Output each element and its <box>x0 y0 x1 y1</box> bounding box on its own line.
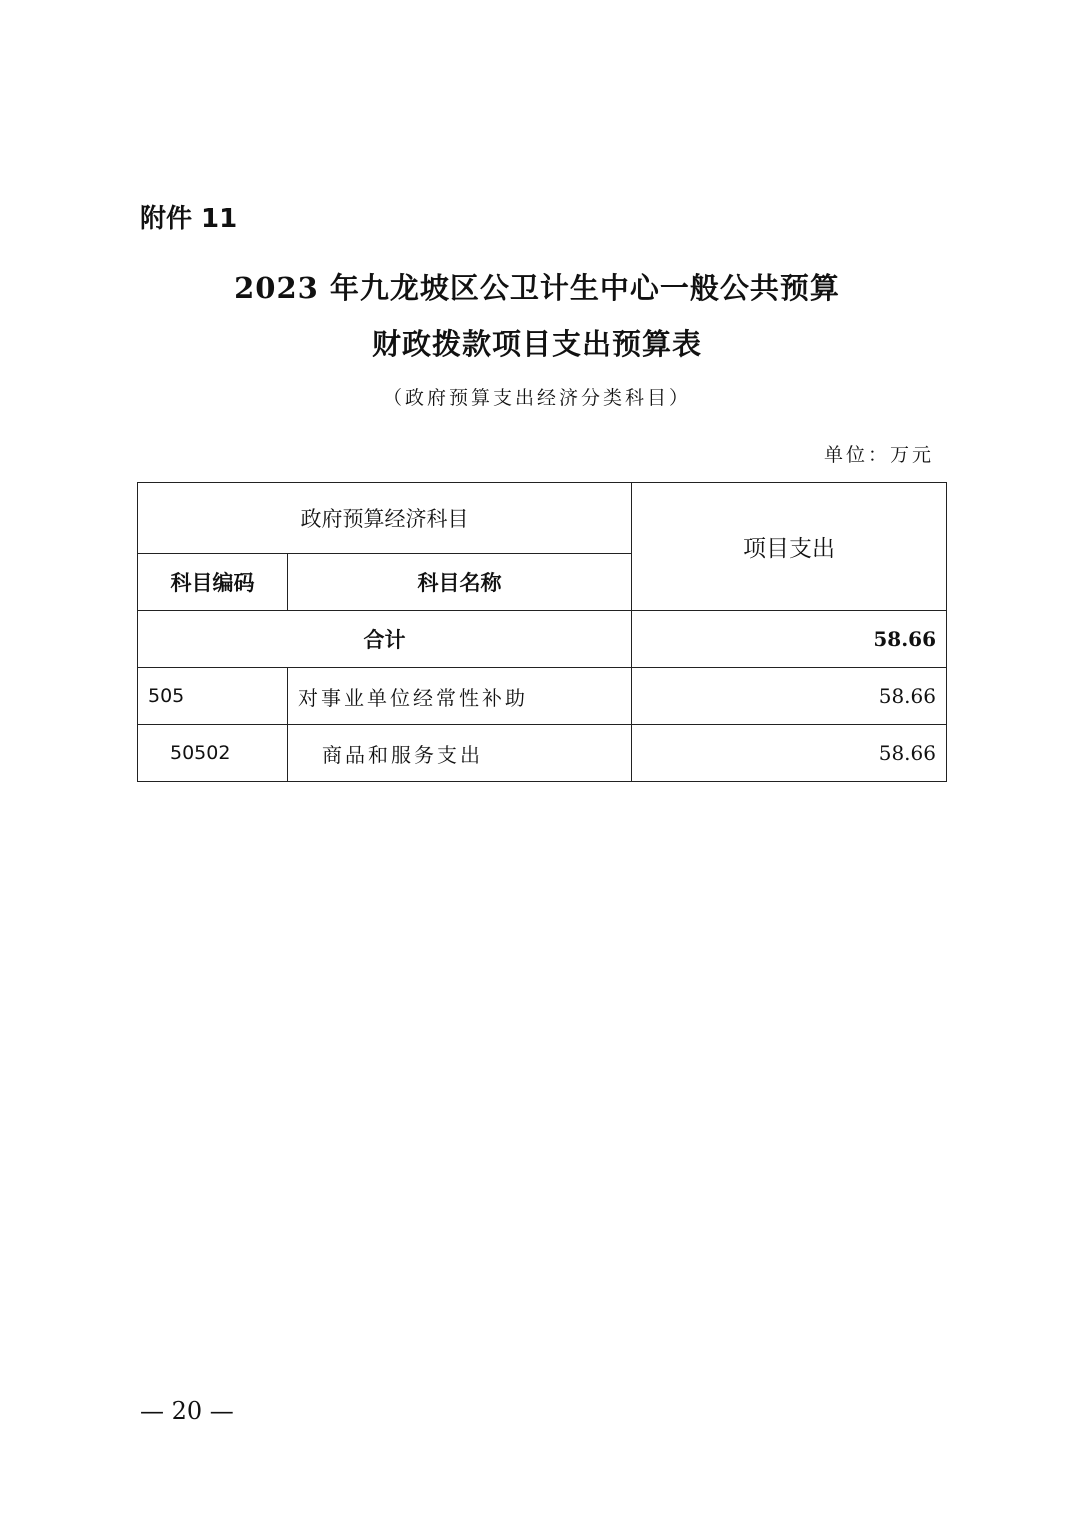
subtitle: （政府预算支出经济分类科目） <box>382 387 691 409</box>
row-value: 58.66 <box>632 725 947 782</box>
budget-table <box>137 482 947 782</box>
table-header-row <box>138 483 947 554</box>
group-header: 政府预算经济科目 <box>138 483 632 554</box>
attachment-label: 附件 11 <box>140 204 238 234</box>
table-row <box>138 725 947 782</box>
row-name: 对事业单位经常性补助 <box>288 668 632 725</box>
row-code: 50502 <box>138 725 288 782</box>
name-header: 科目名称 <box>288 554 632 611</box>
total-row <box>138 611 947 668</box>
total-label: 合计 <box>138 611 632 668</box>
code-header: 科目编码 <box>138 554 288 611</box>
page-title-line2: 财政拨款项目支出预算表 <box>371 327 702 361</box>
unit-label: 单位：万元 <box>823 444 934 466</box>
expense-header: 项目支出 <box>632 483 947 611</box>
row-value: 58.66 <box>632 668 947 725</box>
row-code: 505 <box>138 668 288 725</box>
page-number: — 20 — <box>140 1397 234 1425</box>
page-title-line1: 2023 年九龙坡区公卫计生中心一般公共预算 <box>234 271 840 305</box>
total-value: 58.66 <box>632 611 947 668</box>
table-row <box>138 668 947 725</box>
row-name: 商品和服务支出 <box>288 725 632 782</box>
